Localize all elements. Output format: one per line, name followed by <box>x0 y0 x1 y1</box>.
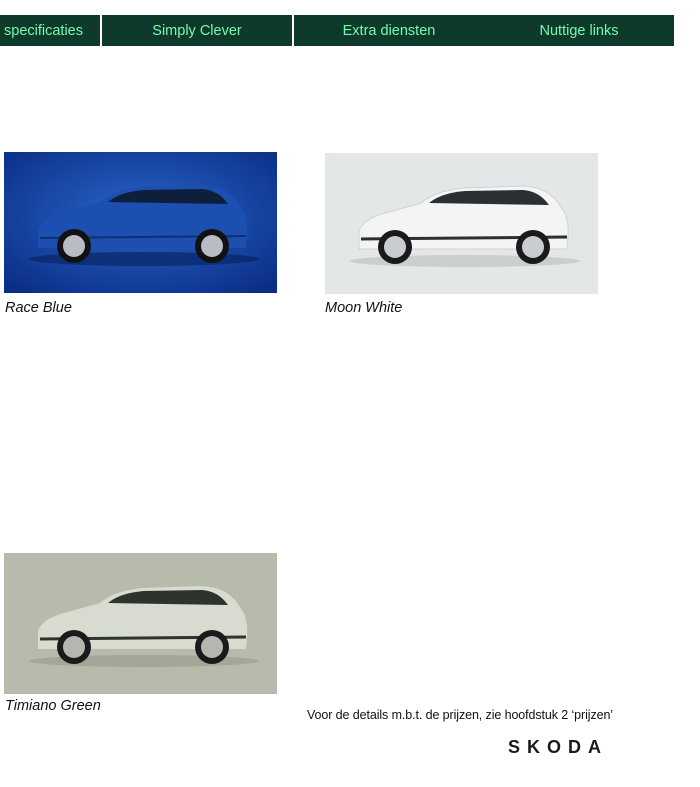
caption-timiano-green: Timiano Green <box>5 698 101 714</box>
car-image-timiano-green <box>4 553 277 694</box>
tab-extra-diensten[interactable]: Extra diensten <box>294 15 484 46</box>
caption-moon-white: Moon White <box>325 300 403 316</box>
caption-race-blue: Race Blue <box>5 300 72 316</box>
tab-nuttige-links[interactable]: Nuttige links <box>484 15 674 46</box>
tab-specificaties[interactable]: specificaties <box>0 15 100 46</box>
skoda-logo: SKODA <box>508 737 609 757</box>
car-image-moon-white <box>325 153 598 294</box>
tab-simply-clever[interactable]: Simply Clever <box>102 15 292 46</box>
car-image-race-blue <box>4 152 277 293</box>
pricing-footnote: Voor de details m.b.t. de prijzen, zie hoofdstuk 2 ‘prijzen’ <box>307 708 613 722</box>
